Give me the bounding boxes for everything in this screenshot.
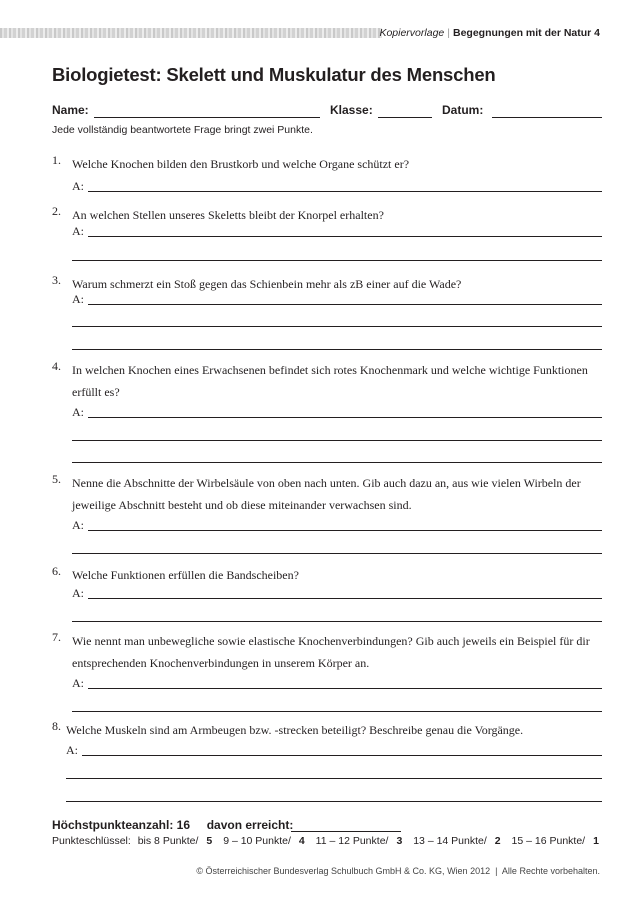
grade-entry xyxy=(138,835,213,847)
answer-line[interactable] xyxy=(72,260,602,261)
answer-label: A: xyxy=(72,405,84,419)
question-number: 2. xyxy=(52,204,61,218)
answer-label: A: xyxy=(72,586,84,600)
answer-line[interactable] xyxy=(88,598,602,599)
student-info-row xyxy=(52,103,602,119)
header-decorative-band xyxy=(0,28,382,38)
grade-range: 9 – 10 Punkte/ xyxy=(223,835,291,847)
grade-range: 11 – 12 Punkte/ xyxy=(315,835,389,847)
question-text: An welchen Stellen unseres Skeletts bleibt der Knorpel erhalten? xyxy=(72,208,384,222)
intro-text: Jede vollständig beantwortete Frage bringt zwei Punkte. xyxy=(52,124,313,136)
answer-line[interactable] xyxy=(88,304,602,305)
answer-label: A: xyxy=(66,743,78,757)
question-number: 5. xyxy=(52,472,61,486)
answer-line[interactable] xyxy=(66,801,602,802)
question-number: 6. xyxy=(52,564,61,578)
klasse-label: Klasse: xyxy=(330,103,373,117)
grade-value: 5 xyxy=(206,835,213,847)
question-number: 1. xyxy=(52,153,61,167)
answer-line[interactable] xyxy=(72,349,602,350)
answer-label: A: xyxy=(72,224,84,238)
question-text: Welche Knochen bilden den Brustkorb und welche Organe schützt er? xyxy=(72,157,410,171)
grade-entry xyxy=(413,835,500,847)
question-text: Nenne die Abschnitte der Wirbelsäule von oben nach unten. Gib auch dazu an, aus wie vielen Wirbeln der jeweilige Abschnitt besteht und ob diese miteinander verwachsen sind. xyxy=(72,476,581,512)
grade-value: 2 xyxy=(494,835,501,847)
answer-line[interactable] xyxy=(88,417,602,418)
question-number: 4. xyxy=(52,359,61,373)
grade-range: bis 8 Punkte/ xyxy=(137,835,199,847)
datum-field[interactable] xyxy=(492,117,602,118)
question-text: Welche Muskeln sind am Armbeugen bzw. -strecken beteiligt? Beschreibe genau die Vorgänge. xyxy=(66,723,524,737)
grade-entry xyxy=(316,835,403,847)
name-field[interactable] xyxy=(94,117,320,118)
datum-label: Datum: xyxy=(442,103,484,117)
question-text: In welchen Knochen eines Erwachsenen befindet sich rotes Knochenmark und welche wichtige Funktionen erfüllt es? xyxy=(72,363,588,399)
answer-line[interactable] xyxy=(88,191,602,192)
answer-label: A: xyxy=(72,676,84,690)
answer-line[interactable] xyxy=(72,440,602,441)
answer-line[interactable] xyxy=(66,778,602,779)
score-field[interactable] xyxy=(291,831,401,832)
question-number: 8. xyxy=(52,719,61,733)
grade-range: 15 – 16 Punkte/ xyxy=(511,835,586,847)
grade-value: 3 xyxy=(396,835,403,847)
answer-line[interactable] xyxy=(82,755,602,756)
grade-value: 1 xyxy=(593,835,599,847)
answer-line[interactable] xyxy=(88,236,602,237)
grade-entry xyxy=(512,835,599,847)
grading-key xyxy=(52,835,607,847)
klasse-field[interactable] xyxy=(378,117,432,118)
kopiervorlage-label: Kopiervorlage xyxy=(379,27,445,39)
answer-line[interactable] xyxy=(88,530,602,531)
copyright-footer: © Österreichischer Bundesverlag Schulbuch GmbH & Co. KG, Wien 2012 | Alle Rechte vorbehalten. xyxy=(196,866,600,876)
question-text: Warum schmerzt ein Stoß gegen das Schienbein mehr als zB einer auf die Wade? xyxy=(72,277,462,291)
name-label: Name: xyxy=(52,103,89,117)
answer-line[interactable] xyxy=(72,621,602,622)
series-title: Begegnungen mit der Natur 4 xyxy=(452,27,600,39)
question-text: Wie nennt man unbewegliche sowie elastische Knochenverbindungen? Gib auch jeweils ein Beispiel für dir entsprechenden Knochenverbindungen in unserem Körper an. xyxy=(72,634,590,670)
grading-key-label: Punkteschlüssel: xyxy=(52,835,131,847)
grade-value: 4 xyxy=(298,835,305,847)
question-number: 7. xyxy=(52,630,61,644)
page-title: Biologietest: Skelett und Muskulatur des Menschen xyxy=(52,64,496,85)
answer-label: A: xyxy=(72,292,84,306)
answer-line[interactable] xyxy=(72,711,602,712)
score-title: Höchstpunkteanzahl: 16 davon erreicht: xyxy=(52,818,294,832)
header-separator: | xyxy=(447,27,450,39)
answer-label: A: xyxy=(72,179,84,193)
question-number: 3. xyxy=(52,273,61,287)
answer-label: A: xyxy=(72,518,84,532)
answer-line[interactable] xyxy=(72,462,602,463)
series-header xyxy=(379,27,600,39)
grade-range: 13 – 14 Punkte/ xyxy=(413,835,487,847)
question-text: Welche Funktionen erfüllen die Bandscheiben? xyxy=(72,568,299,582)
answer-line[interactable] xyxy=(72,553,602,554)
grade-entry xyxy=(223,835,305,847)
answer-line[interactable] xyxy=(72,326,602,327)
answer-line[interactable] xyxy=(88,688,602,689)
